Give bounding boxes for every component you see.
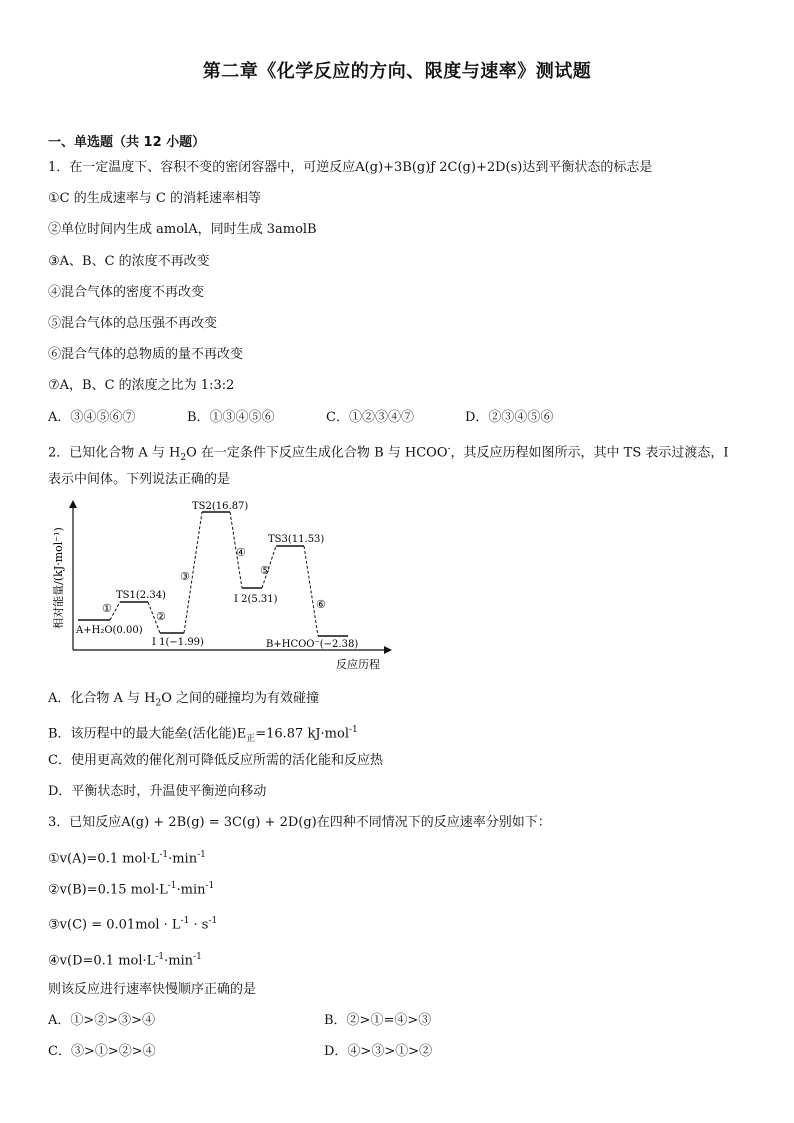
q3-question: 则该反应进行速率快慢顺序正确的是 — [48, 982, 257, 997]
x-axis-label: 反应历程 — [336, 658, 380, 671]
q3-option-a[interactable]: A．①>②>③>④ — [48, 1013, 156, 1028]
q2-stem-line2: 表示中间体。下列说法正确的是 — [48, 472, 231, 487]
q3-rate-4-unit: ·min — [164, 953, 194, 969]
q3-option-b[interactable]: B．②>①=④>③ — [324, 1013, 432, 1028]
q3-stem-text: 3．已知反应 — [48, 815, 122, 830]
q3-equation: A(g) + 2B(g) = 3C(g) + 2D(g) — [121, 815, 317, 830]
label-i1: I 1(−1.99) — [152, 637, 204, 648]
label-start: A+H₂O(0.00) — [76, 625, 143, 636]
q1-option-d[interactable]: D．②③④⑤⑥ — [465, 410, 554, 425]
q3-rate-1-text: ①v(A)=0.1 mol·L — [48, 851, 160, 867]
q1-item-3: ③A、B、C 的浓度不再改变 — [48, 254, 210, 269]
page-title: 第二章《化学反应的方向、限度与速率》测试题 — [202, 61, 592, 82]
q2-option-b-sup: -1 — [348, 725, 358, 735]
q1-option-c[interactable]: C．①②③④⑦ — [326, 410, 414, 425]
q3-option-c[interactable]: C．③>①>②>④ — [48, 1044, 156, 1059]
q1-item-4: ④混合气体的密度不再改变 — [48, 285, 205, 300]
q3-rate-3-text: ③v(C) = 0.01mol · L — [48, 917, 181, 933]
label-ts2: TS2(16.87) — [192, 501, 249, 512]
q2-option-a-text: A．化合物 A 与 H — [48, 691, 156, 706]
y-axis-arrow — [69, 500, 77, 508]
section-heading: 一、单选题（共 12 小题） — [48, 135, 206, 150]
y-axis-label: 相对能量/(kJ·mol⁻¹) — [52, 527, 65, 629]
q1-stem-text: 1．在一定温度下、容积不变的密闭容器中，可逆反应 — [48, 160, 356, 175]
q3-rate-4-sup1: -1 — [155, 952, 165, 962]
q2-stem-part-a: 2．已知化合物 A 与 H — [48, 445, 181, 461]
energy-profile-diagram — [48, 500, 398, 680]
q1-item-1: ①C 的生成速率与 C 的消耗速率相等 — [48, 191, 261, 206]
q1-option-a[interactable]: A．③④⑤⑥⑦ — [48, 410, 136, 425]
q3-rate-2-sup2: -1 — [205, 881, 215, 891]
q3-rate-1-sup2: -1 — [197, 850, 206, 860]
q1-item-5: ⑤混合气体的总压强不再改变 — [48, 316, 218, 331]
q2-stem-sup: - — [447, 444, 451, 454]
q3-rate-3-sup2: -1 — [208, 916, 218, 926]
q1-equation: A(g)+3B(g)ƒ 2C(g)+2D(s) — [355, 160, 523, 175]
q3-rate-4-sup2: -1 — [193, 952, 202, 962]
q3-rate-1-sup1: -1 — [159, 850, 169, 860]
q3-stem — [48, 813, 551, 833]
label-ts3: TS3(11.53) — [268, 534, 325, 545]
q3-rate-4-text: ④v(D=0.1 mol·L — [48, 953, 156, 969]
x-axis-arrow — [384, 646, 392, 654]
q2-stem-part-c: ，其反应历程如图所示，其中 TS 表示过渡态，I — [450, 445, 729, 461]
q1-item-6: ⑥混合气体的总物质的量不再改变 — [48, 347, 244, 362]
q3-rate-2-text: ②v(B)=0.15 mol·L — [48, 882, 168, 898]
q3-rate-3-sup1: -1 — [180, 916, 190, 926]
step-marker-4: ④ — [236, 546, 246, 559]
step-marker-3: ③ — [180, 570, 190, 583]
label-ts1: TS1(2.34) — [116, 590, 166, 601]
q2-option-d[interactable]: D．平衡状态时，升温使平衡逆向移动 — [48, 784, 267, 799]
step-marker-6: ⑥ — [316, 598, 326, 611]
label-end: B+HCOO⁻(−2.38) — [266, 639, 359, 650]
step-marker-1: ① — [102, 602, 112, 615]
q2-option-a-sub: 2 — [155, 698, 162, 709]
q2-option-b-value: =16.87 kJ·mol — [255, 726, 349, 742]
q2-stem-part-b: O 在一定条件下反应生成化合物 B 与 HCOO — [186, 445, 448, 461]
q2-option-b-text: B．该历程中的最大能垒(活化能)E — [48, 726, 247, 742]
q3-rate-1-unit: ·min — [168, 851, 198, 867]
q1-option-b[interactable]: B．①③④⑤⑥ — [187, 410, 275, 425]
step-marker-5: ⑤ — [260, 564, 270, 577]
q2-stem-sub: 2 — [180, 452, 187, 463]
connector-6 — [304, 546, 318, 636]
q3-rate-3-unit: · s — [189, 917, 209, 933]
q2-option-a[interactable] — [48, 689, 319, 714]
q3-rate-2-sup1: -1 — [167, 881, 177, 891]
label-i2: I 2(5.31) — [234, 594, 278, 605]
q1-item-2: ②单位时间内生成 amolA，同时生成 3amolB — [48, 222, 317, 237]
q1-stem-tail: 达到平衡状态的标志是 — [522, 160, 653, 175]
step-marker-2: ② — [156, 610, 166, 623]
q2-option-a-tail: O 之间的碰撞均为有效碰撞 — [161, 691, 320, 706]
q2-option-b[interactable] — [48, 720, 358, 749]
q1-item-7: ⑦A，B、C 的浓度之比为 1:3:2 — [48, 378, 235, 393]
q1-stem — [48, 158, 652, 178]
q3-rate-2-unit: ·min — [176, 882, 206, 898]
q3-rate-2 — [48, 876, 214, 900]
q3-rate-3 — [48, 911, 217, 935]
q2-stem-line1 — [48, 439, 729, 468]
q3-rate-1 — [48, 845, 206, 869]
q2-option-b-sub: 正 — [246, 733, 256, 744]
q2-option-c[interactable]: C．使用更高效的催化剂可降低反应所需的活化能和反应热 — [48, 753, 383, 768]
q3-rate-4 — [48, 947, 202, 971]
q3-stem-tail: 在四种不同情况下的反应速率分别如下： — [316, 815, 551, 830]
q3-option-d[interactable]: D．④>③>①>② — [324, 1044, 433, 1059]
